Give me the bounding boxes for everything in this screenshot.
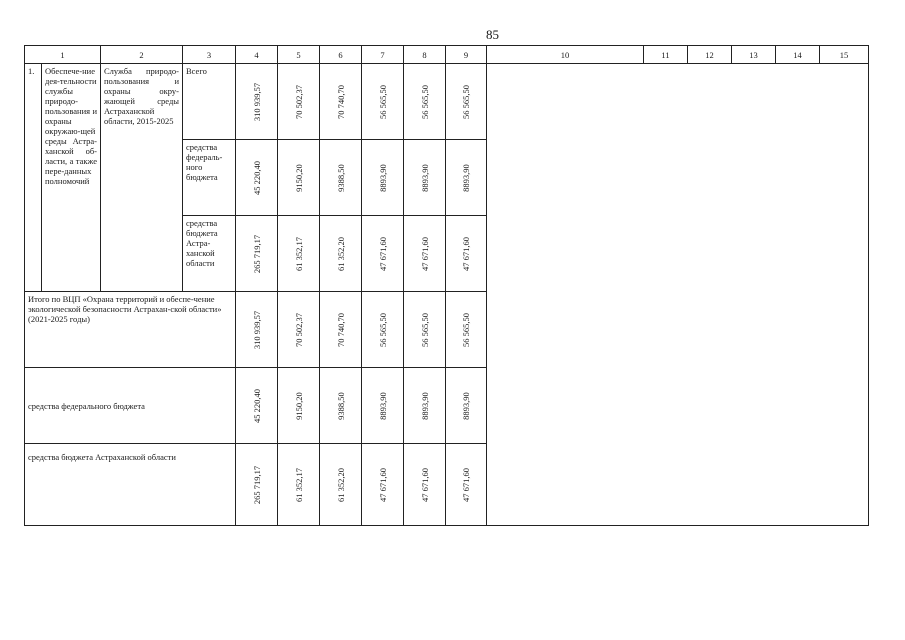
value-cell [278,216,320,292]
header-cell: 2 [101,46,183,64]
value-text: 9388,50 [335,163,346,192]
header-cell: 15 [820,46,869,64]
header-cell: 6 [320,46,362,64]
value-text: 56 565,50 [419,312,430,347]
value-text: 47 671,60 [419,236,430,271]
funding-source: средства федераль-ного бюджета [183,140,236,216]
value-text: 45 220,40 [251,388,262,423]
value-text: 61 352,20 [335,236,346,271]
header-cell: 4 [236,46,278,64]
value-text: 70 502,37 [293,84,304,119]
value-cell [404,444,446,526]
value-text: 9150,20 [293,391,304,420]
header-cell: 12 [688,46,732,64]
total-label: средства федерального бюджета [25,368,236,444]
value-cell [362,368,404,444]
header-cell: 10 [487,46,644,64]
value-cell [236,368,278,444]
value-cell [404,216,446,292]
value-text: 265 719,17 [251,465,262,504]
value-text: 310 939,57 [251,82,262,121]
value-text: 70 502,37 [293,312,304,347]
header-cell: 1 [25,46,101,64]
value-text: 8893,90 [419,163,430,192]
value-cell [278,292,320,368]
value-cell [236,444,278,526]
header-cell: 5 [278,46,320,64]
value-cell [446,292,487,368]
value-cell [362,444,404,526]
header-cell: 8 [404,46,446,64]
value-cell [320,140,362,216]
value-cell [236,140,278,216]
value-cell [362,140,404,216]
header-row [25,46,869,64]
value-text: 8893,90 [377,391,388,420]
total-label: Итого по ВЦП «Охрана территорий и обеспе-чение экологической безопасности Астрахан-ской области» (2021-2025 годы) [25,292,236,368]
total-label: средства бюджета Астраханской области [25,444,236,526]
value-text: 45 220,40 [251,160,262,195]
table-row [25,64,869,140]
value-cell [362,64,404,140]
value-text: 265 719,17 [251,234,262,273]
value-cell [446,444,487,526]
program-name: Обеспече-ние дея-тельности службы природо-пользования и охраны окружаю-щей среды Астра-ханской об-ласти, а также пере-данных полномочий [42,64,101,292]
value-cell [320,368,362,444]
value-cell [278,64,320,140]
header-cell: 14 [776,46,820,64]
header-cell: 13 [732,46,776,64]
value-cell [404,368,446,444]
value-text: 47 671,60 [461,236,471,271]
value-text: 56 565,50 [419,84,430,119]
value-cell [320,444,362,526]
value-cell [320,292,362,368]
value-cell [404,292,446,368]
value-text: 8893,90 [419,391,430,420]
value-text: 47 671,60 [461,467,471,502]
funding-source: Всего [183,64,236,140]
program-executor: Служба природо-пользования и охраны окру-жающей среды Астраханской области, 2015-2025 [101,64,183,292]
value-text: 56 565,50 [377,312,388,347]
value-text: 310 939,57 [251,310,262,349]
header-cell: 9 [446,46,487,64]
value-text: 9388,50 [335,391,346,420]
value-cell [362,216,404,292]
value-cell [446,368,487,444]
empty-region [487,64,869,526]
value-text: 61 352,20 [335,467,346,502]
value-text: 47 671,60 [377,236,388,271]
value-text: 61 352,17 [293,467,304,502]
header-cell: 7 [362,46,404,64]
value-cell [236,292,278,368]
value-text: 47 671,60 [419,467,430,502]
value-text: 70 740,70 [335,84,346,119]
page-number: 85 [486,27,499,42]
value-text: 56 565,50 [377,84,388,119]
value-cell [446,64,487,140]
value-cell [404,64,446,140]
funding-source: средства бюджета Астра-ханской области [183,216,236,292]
value-text: 9150,20 [293,163,304,192]
value-cell [278,368,320,444]
value-text: 56 565,50 [461,312,471,347]
value-cell [278,444,320,526]
value-text: 47 671,60 [377,467,388,502]
value-cell [320,64,362,140]
value-cell [320,216,362,292]
value-cell [236,64,278,140]
value-text: 56 565,50 [461,84,471,119]
value-text: 61 352,17 [293,236,304,271]
value-text: 8893,90 [461,163,471,192]
program-index: 1. [25,64,42,292]
value-cell [278,140,320,216]
value-text: 8893,90 [461,391,471,420]
value-cell [446,140,487,216]
header-cell: 3 [183,46,236,64]
value-text: 8893,90 [377,163,388,192]
header-cell: 11 [644,46,688,64]
value-text: 70 740,70 [335,312,346,347]
value-cell [362,292,404,368]
value-cell [446,216,487,292]
value-cell [236,216,278,292]
program-table [24,45,869,526]
value-cell [404,140,446,216]
